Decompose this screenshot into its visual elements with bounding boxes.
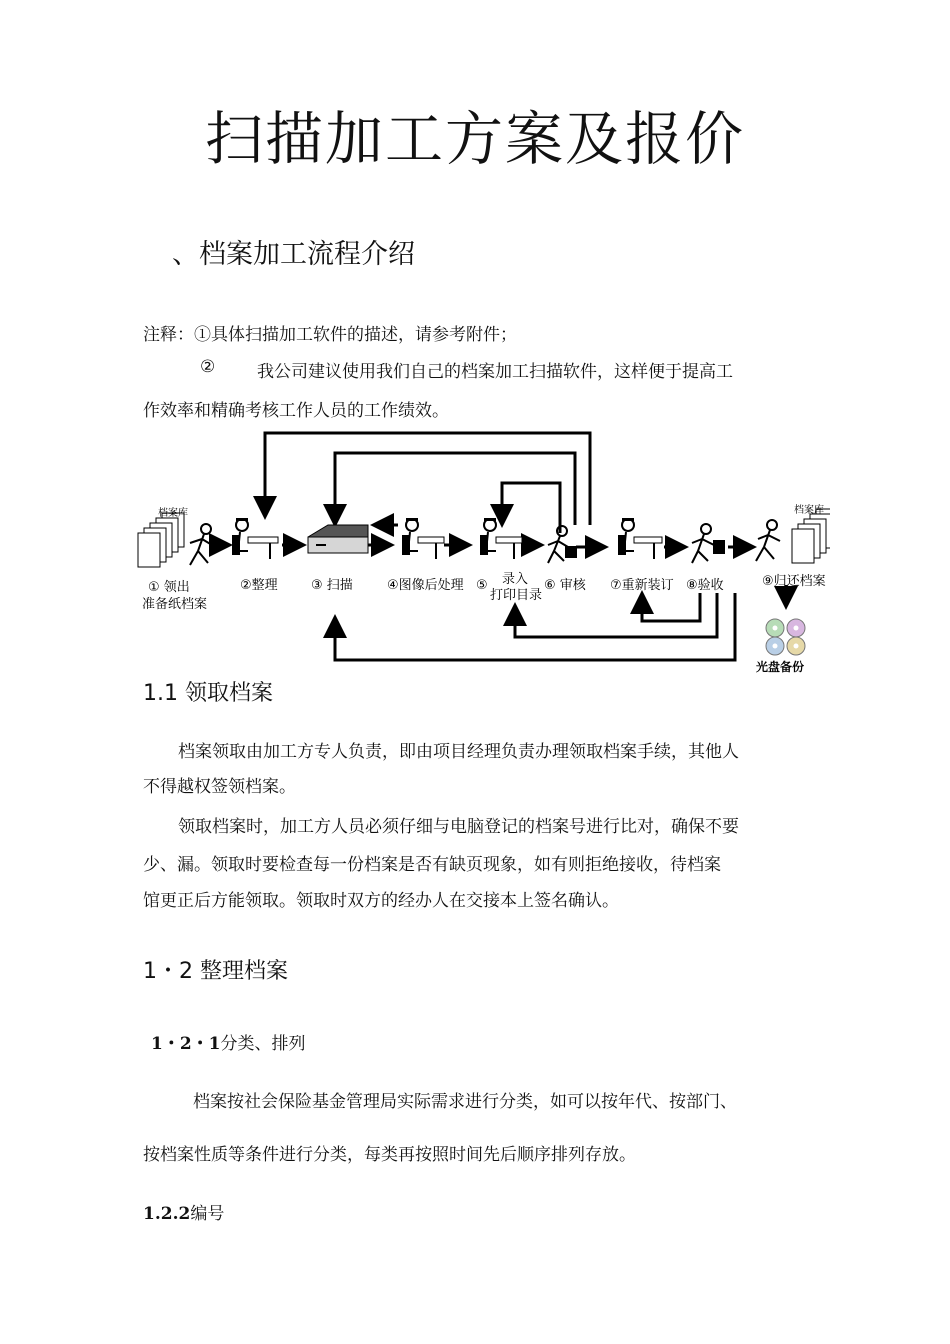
backup-label: 光盘备份 [756,660,805,674]
step-label-3: ③ 扫描 [311,578,353,593]
worker-desk-icon [618,518,662,559]
person-carrying-icon [190,524,212,565]
note-item-2-text: 我公司建议使用我们自己的档案加工扫描软件，这样便于提高工 [257,362,733,382]
subheading-text: 分类、排列 [220,1034,306,1054]
subheading-number: 1・2・1 [151,1034,221,1054]
cd-disc-icon [766,619,805,655]
inspector-icon [692,524,724,563]
para-1-2-1-line-2: 按档案性质等条件进行分类，每类再按照时间先后顺序排列存放。 [143,1145,636,1165]
note-line-1: 注释：①具体扫描加工软件的描述，请参考附件； [143,325,517,345]
worker-desk-icon [402,518,444,559]
scanner-icon [308,525,368,553]
para-1-2-1-line-1: 档案按社会保险基金管理局实际需求进行分类，如可以按年代、按部门、 [193,1092,737,1112]
subheading-number: 1.2.2 [143,1204,191,1224]
step-label-6: ⑥ 审核 [544,578,586,593]
archive-label-left: 档案库 [158,508,188,519]
subheading-1-2-1 [151,1029,306,1054]
para-1-2-line-2: 少、漏。领取时要检查每一份档案是否有缺页现象，如有则拒绝接收，待档案 [143,855,721,875]
archive-stack-right [792,509,830,563]
step-label-8: ⑧验收 [686,578,724,593]
step-label-1-sub: 准备纸档案 [142,597,208,612]
step-label-2: ②整理 [240,578,278,593]
page-title: 扫描加工方案及报价 [204,105,745,173]
feedback-arrow-bottom-entry [515,593,717,637]
feedback-arrow-bottom-rebind [642,593,700,621]
section-heading: 、档案加工流程介绍 [172,239,415,270]
step-label-4: ④图像后处理 [387,578,464,593]
feedback-arrow-to-sort [265,433,590,525]
step-label-5-sub: 打印目录 [490,588,543,603]
para-1-2-line-1: 领取档案时，加工方人员必须仔细与电脑登记的档案号进行比对，确保不要 [178,817,739,837]
feedback-arrow-to-entry [502,483,560,533]
process-flow-diagram [130,425,830,675]
reviewer-icon [548,526,576,563]
step-label-5-number: ⑤ [476,578,488,593]
archive-stack-left [138,513,184,567]
para-1-1-line-1: 档案领取由加工方专人负责，即由项目经理负责办理领取档案手续，其他人 [178,742,739,762]
note-item-2-continued: 作效率和精确考核工作人员的工作绩效。 [143,401,449,421]
heading-1-2: 1・2 整理档案 [143,959,288,984]
step-label-1: ① 领出 [148,580,190,595]
person-carrying-icon [756,520,780,561]
subheading-1-2-2 [143,1199,224,1224]
step-label-9: ⑨归还档案 [762,574,826,589]
note-item-2-number: ② [200,357,216,377]
feedback-arrow-to-scan [335,453,575,525]
para-1-2-line-3: 馆更正后方能领取。领取时双方的经办人在交接本上签名确认。 [143,891,619,911]
subheading-text: 编号 [190,1204,225,1224]
step-label-7: ⑦重新装订 [610,578,674,593]
heading-1-1: 1.1 领取档案 [143,681,273,706]
worker-desk-icon [232,518,278,559]
feedback-arrow-bottom-scan [335,593,735,660]
step-label-5: 录入 [502,572,529,587]
para-1-1-line-2: 不得越权签领档案。 [143,777,296,797]
archive-label-right: 档案库 [794,505,824,516]
